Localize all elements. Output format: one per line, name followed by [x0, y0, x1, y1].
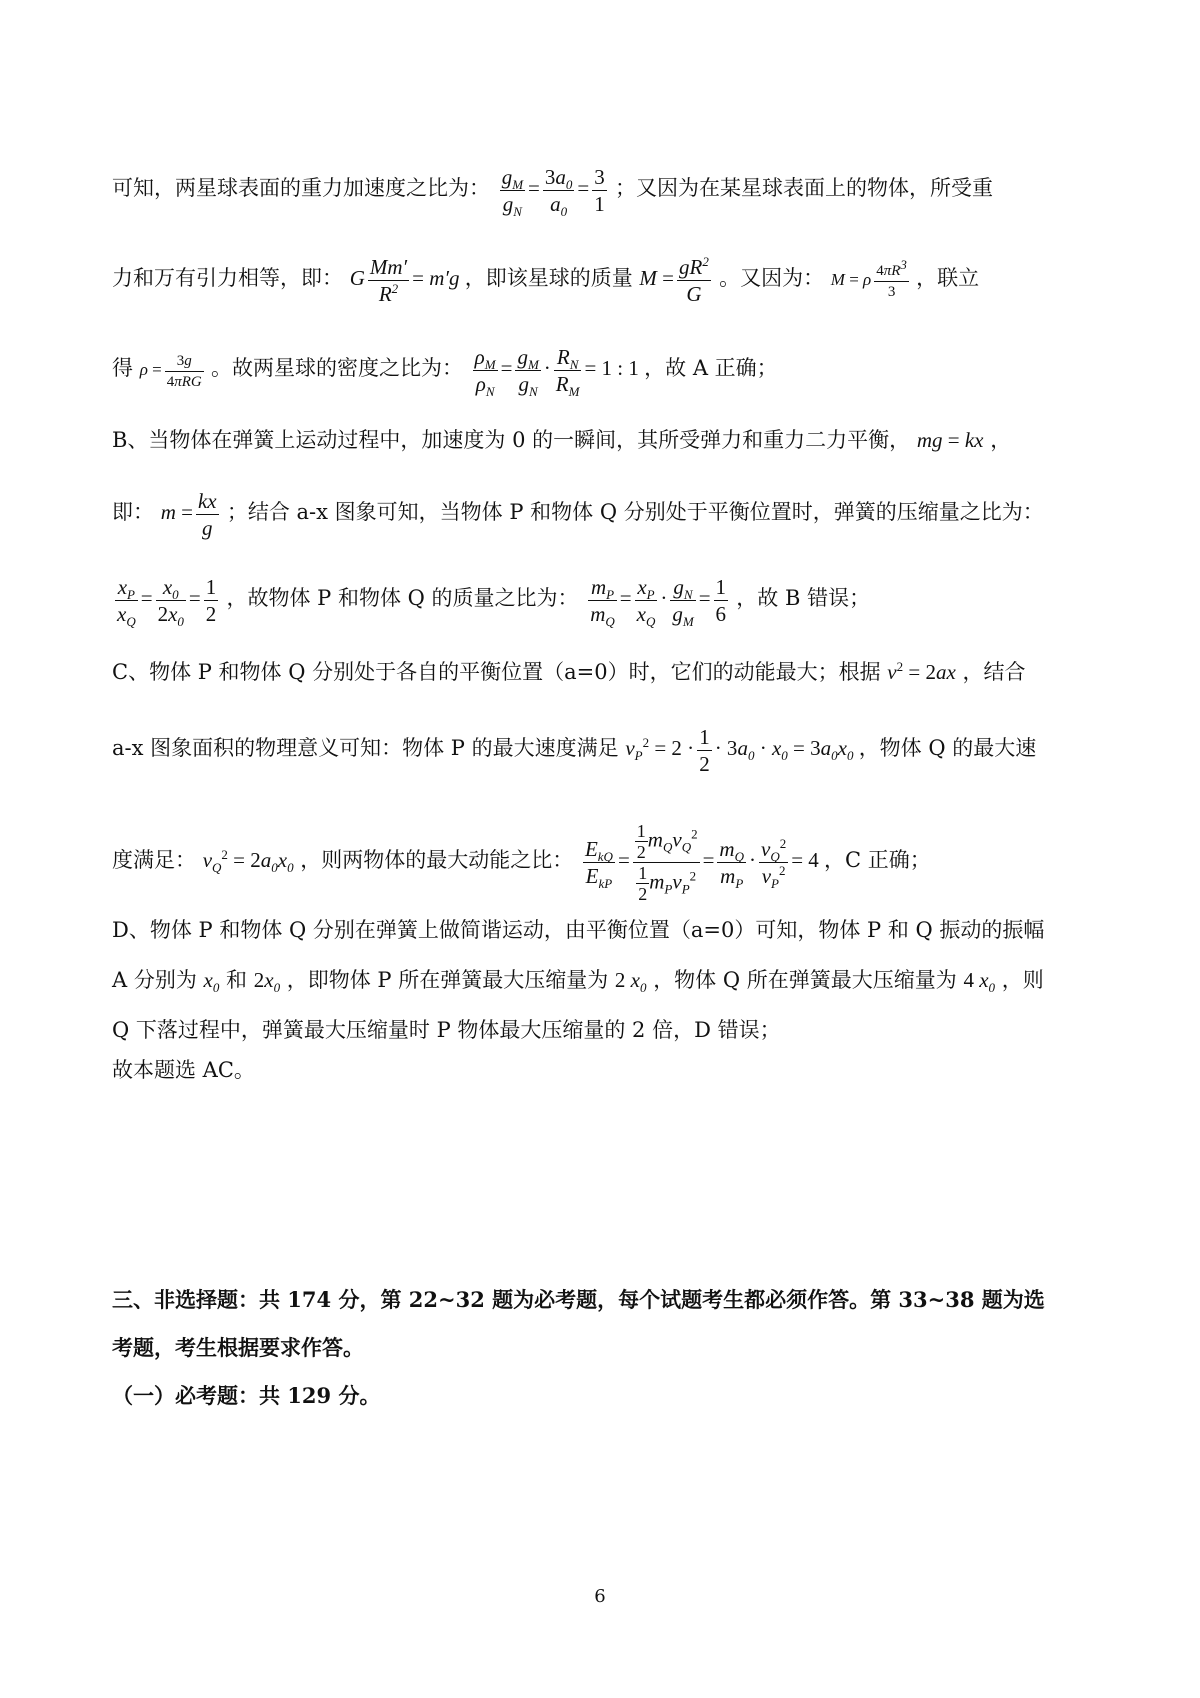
formula-max-p: 2 $x_0$ [614, 968, 647, 996]
text-run: 故本题选 AC。 [112, 1058, 255, 1082]
formula-vp: $v_P^2 = 2$ · $\frac{1}{2}$ · $3a_0 \cdot x_0 = 3a_0x_0$ [625, 724, 854, 776]
text-line-13 [112, 1040, 1102, 1100]
text-run: ，故物体 P 和物体 Q 的质量之比为： [226, 586, 579, 610]
page-number: 6 [594, 1586, 606, 1607]
text-run: A 分别为 [112, 968, 197, 992]
text-line-6 [112, 568, 1102, 628]
formula-kinetic-ratio: $\frac{E_{kQ}}{E_{kP}}$ = $\frac{1}{2}$ $m_Qv_Q^2$ $\frac{1}{2}$ $m_Pv_P^2$ = $\frac{m_Q}{m_P}$ · $\frac{v_Q^2}{v_P^2}$ = 4 [584, 820, 819, 904]
text-line-3 [112, 338, 1102, 398]
text-line-7 [112, 642, 1102, 702]
text-run: 和 [226, 968, 248, 992]
text-run: 即： [112, 500, 154, 524]
text-run: 可知，两星球表面的重力加速度之比为： [112, 176, 490, 200]
text-run: ，即物体 P 所在弹簧最大压缩量为 [286, 968, 609, 992]
text-line-1 [112, 158, 1102, 218]
formula-mass-density: M = ρ $\frac{4\pi R^3}{3}$ [830, 256, 907, 300]
text-run: a-x 图象面积的物理意义可知：物体 P 的最大速度满足 [112, 736, 619, 760]
formula-balance: mg = kx [916, 428, 984, 452]
formula-gravity-equal: G $\frac{Mm'}{R^2}$ = m′g [349, 254, 465, 306]
subsection-heading [112, 1366, 1102, 1426]
formula-mass: M = $\frac{gR^2}{G}$ [639, 253, 709, 306]
text-run: 考题，考生根据要求作答。 [112, 1335, 364, 1360]
text-run: 力和万有引力相等，即： [112, 266, 343, 290]
formula-mass-kx: m = $\frac{kx}{g}$ [160, 488, 217, 540]
formula-amp-q: $2x_0$ [253, 968, 281, 996]
formula-density-ratio: $\frac{\rho_M}{\rho_N}$ = $\frac{g_M}{g_N}$ · $\frac{R_N}{R_M}$ = 1 : 1 [474, 344, 639, 399]
text-run: 度满足： [112, 848, 196, 872]
text-run: ，即该星球的质量 [464, 266, 633, 290]
formula-max-q: 4 $x_0$ [963, 968, 996, 996]
formula-density: ρ = $\frac{3g}{\text{4πRG}}$ [139, 352, 202, 390]
text-run: D、物体 P 和物体 Q 分别在弹簧上做简谐运动，由平衡位置（a=0）可知，物体 P 和 Q 振动的振幅 [112, 918, 1045, 942]
text-run: ，物体 Q 的最大速 [858, 736, 1037, 760]
text-run: 。又因为： [719, 266, 825, 290]
text-run: 三、非选择题：共 174 分，第 22~32 题为必考题，每个试题考生都必须作答。第 33~38 题为选 [112, 1287, 1045, 1312]
text-line-9 [112, 820, 1102, 904]
formula-amp-p: $x_0$ [203, 968, 220, 996]
formula-mass-ratio: $\frac{m_P}{m_Q}$ = $\frac{x_P}{x_Q}$ · $\frac{g_N}{g_M}$ = $\frac{1}{6}$ [590, 574, 727, 629]
text-run: C、物体 P 和物体 Q 分别处于各自的平衡位置（a=0）时，它们的动能最大；根据 [112, 660, 881, 684]
text-run: Q 下落过程中，弹簧最大压缩量时 P 物体最大压缩量的 2 倍，D 错误； [112, 1018, 781, 1042]
text-run: 。故两星球的密度之比为： [210, 356, 463, 380]
text-line-8 [112, 718, 1102, 778]
text-line-5 [112, 482, 1102, 542]
text-run: ，C 正确； [824, 848, 931, 872]
text-line-4 [112, 410, 1102, 470]
text-run: B、当物体在弹簧上运动过程中，加速度为 0 的一瞬间，其所受弹力和重力二力平衡， [112, 428, 911, 452]
formula-kinematics: $v^2 = 2ax$ [887, 659, 956, 684]
text-run: （一）必考题：共 129 分。 [112, 1383, 381, 1408]
text-run: ，故 A 正确； [644, 356, 778, 380]
text-run: ，联立 [916, 266, 980, 290]
text-run: ， [990, 428, 1012, 452]
text-run: ，结合 [962, 660, 1026, 684]
text-line-2 [112, 248, 1102, 308]
text-run: ；又因为在某星球表面上的物体，所受重 [614, 176, 993, 200]
text-run: 得 [112, 356, 133, 380]
text-run: ，物体 Q 所在弹簧最大压缩量为 [653, 968, 957, 992]
text-run: ，故 B 错误； [736, 586, 871, 610]
text-run: ，则两物体的最大动能之比： [300, 848, 574, 872]
formula-gravity-ratio: $\frac{g_M}{g_N}$ = $\frac{3a_0}{a_0}$ = $\frac{3}{1}$ [501, 164, 605, 219]
formula-vq: $v_Q^2 = 2a_0x_0$ [202, 847, 294, 876]
text-run: ，则 [1001, 968, 1044, 992]
formula-compression-ratio: $\frac{x_P}{x_Q}$ = $\frac{x_0}{2x_0}$ = $\frac{1}{2}$ [117, 574, 217, 629]
text-run: ；结合 a-x 图象可知，当物体 P 和物体 Q 分别处于平衡位置时，弹簧的压缩量之比为： [226, 500, 1044, 524]
